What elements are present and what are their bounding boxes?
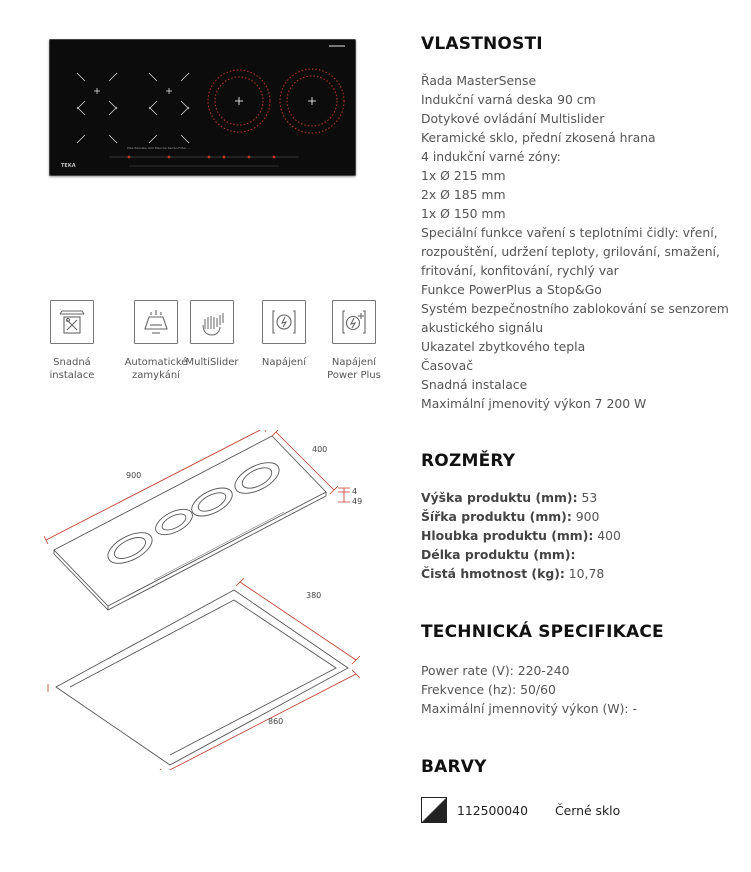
dim-thickness-a: 4 [352, 487, 358, 496]
dimension-row: Výška produktu (mm): 53 [421, 490, 598, 505]
dim-cutout-width: 860 [268, 717, 284, 726]
feature-easy-install [37, 300, 107, 382]
feature-line: Funkce PowerPlus a Stop&Go [421, 282, 602, 297]
feature-line: Řada MasterSense [421, 73, 537, 88]
feature-line: Ukazatel zbytkového tepla [421, 339, 586, 354]
power-plus-icon [332, 300, 376, 344]
auto-lock-icon [134, 300, 178, 344]
product-image [49, 39, 356, 176]
color-name: Černé sklo [554, 802, 621, 818]
dimension-row: Délka produktu (mm): [421, 547, 576, 562]
feature-line: Systém bezpečnostního zablokování se senzorem akustického signálu [421, 301, 729, 335]
feature-line: Snadná instalace [421, 377, 528, 392]
dimensions-title: ROZMĚRY [421, 451, 516, 471]
dimension-row: Čistá hmotnost (kg): 10,78 [421, 566, 605, 581]
feature-line: 2x Ø 185 mm [421, 187, 506, 202]
feature-line: Speciální funkce vaření s teplotními čidly: vření, rozpouštění, udržení teploty, grilování, smažení, fritování, konfitování, rychlý var [421, 225, 720, 278]
feature-line: Časovač [421, 358, 474, 373]
hob-brand: TEKA [61, 163, 76, 169]
tech-line: Frekvence (hz): 50/60 [421, 682, 556, 697]
multislider-icon [190, 300, 234, 344]
feature-multislider [177, 300, 247, 369]
feature-icons [40, 300, 390, 390]
dim-top-depth: 400 [312, 445, 328, 454]
tech-spec-list [421, 661, 637, 718]
feature-power-plus [319, 300, 389, 382]
power-icon [262, 300, 306, 344]
dim-thickness-b: 49 [352, 497, 363, 506]
tech-line: Power rate (V): 220-240 [421, 663, 570, 678]
colors-title: BARVY [421, 757, 487, 777]
cooking-zone-marks [77, 73, 189, 143]
technical-drawing [44, 430, 364, 770]
tech-line: Maximální jmennovitý výkon (W): - [421, 701, 638, 716]
feature-line: 4 indukční varné zóny: [421, 149, 561, 164]
dimension-drawing [44, 430, 364, 770]
dim-top-width: 900 [126, 471, 142, 480]
dim-cutout-depth: 380 [306, 591, 322, 600]
feature-line: 1x Ø 150 mm [421, 206, 506, 221]
features-list [421, 71, 746, 413]
hob-drawing [49, 39, 356, 176]
feature-line: Indukční varná deska 90 cm [421, 92, 596, 107]
feature-label: Napájení [261, 357, 307, 368]
color-swatch[interactable] [421, 797, 447, 823]
feature-line: Keramické sklo, přední zkosená hrana [421, 130, 656, 145]
feature-label: Automatické zamykání [124, 357, 188, 381]
dimensions-list [421, 488, 621, 583]
color-option[interactable] [421, 797, 620, 823]
feature-line: 1x Ø 215 mm [421, 168, 506, 183]
hob-markings: Pote Pancake Grill Plancha Sartén Fritar ... [127, 146, 191, 150]
features-title: VLASTNOSTI [421, 34, 543, 54]
feature-power [249, 300, 319, 369]
tech-spec-title: TECHNICKÁ SPECIFIKACE [421, 622, 664, 642]
color-code: 112500040 [457, 802, 528, 818]
round-zone-marks [208, 69, 344, 133]
dimension-row: Hloubka produktu (mm): 400 [421, 528, 621, 543]
feature-line: Dotykové ovládání Multislider [421, 111, 605, 126]
feature-label: Napájení Power Plus [327, 357, 381, 381]
zone-center-crosses [235, 97, 316, 105]
feature-label: Snadná instalace [49, 357, 95, 381]
feature-line: Maximální jmenovitý výkon 7 200 W [421, 396, 647, 411]
dimension-row: Šířka produktu (mm): 900 [421, 509, 600, 524]
easy-install-icon [50, 300, 94, 344]
feature-label: MultiSlider [185, 357, 239, 368]
